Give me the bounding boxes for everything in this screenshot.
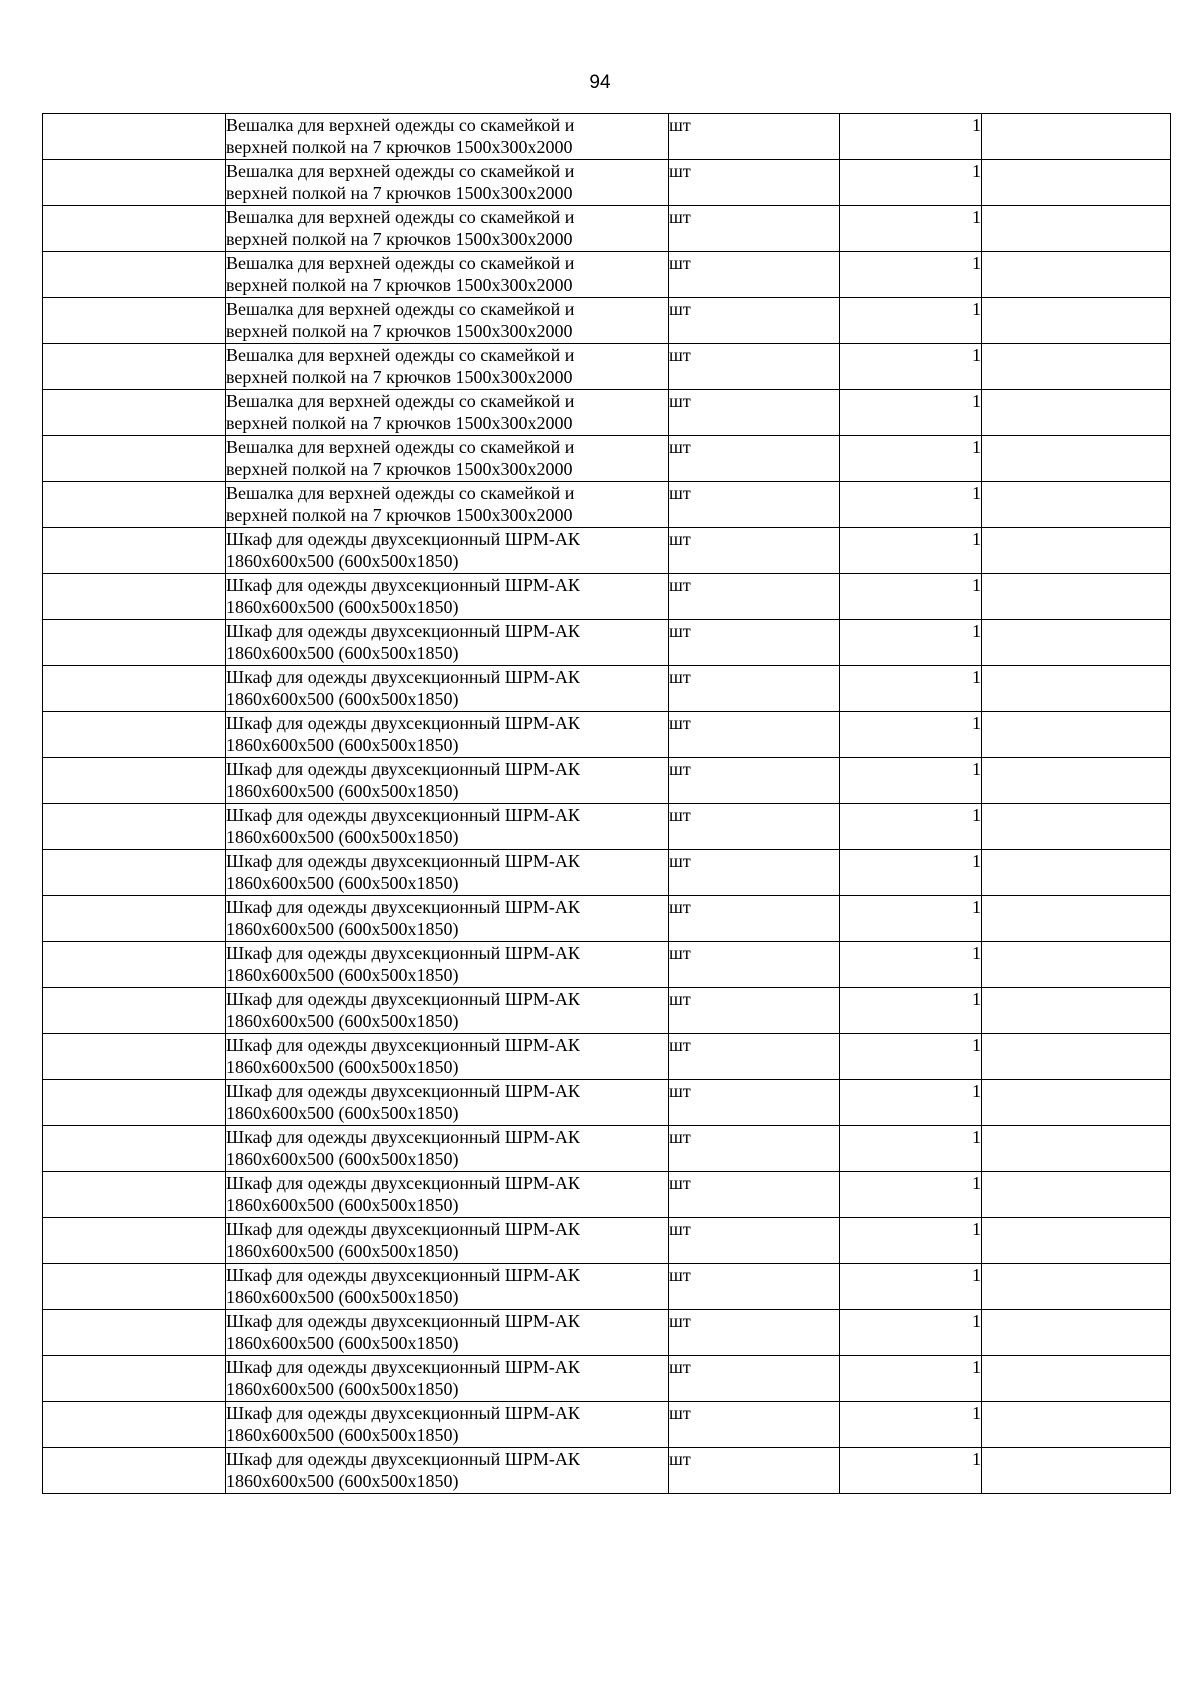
table-row [43, 758, 1171, 804]
unit-cell: шт [669, 620, 840, 666]
item-name-line-1: Шкаф для одежды двухсекционный ШРМ-АК [226, 989, 580, 1009]
unit-cell: шт [669, 1126, 840, 1172]
item-name-line-1: Шкаф для одежды двухсекционный ШРМ-АК [226, 1081, 580, 1101]
item-name-cell [226, 942, 669, 988]
quantity-cell: 1 [840, 850, 982, 896]
quantity-cell: 1 [840, 344, 982, 390]
blank-cell [43, 1264, 226, 1310]
item-name-cell [226, 896, 669, 942]
blank-cell [43, 114, 226, 160]
item-name-cell [226, 1448, 669, 1494]
note-cell [982, 482, 1171, 528]
unit-cell: шт [669, 298, 840, 344]
item-name-line-1: Вешалка для верхней одежды со скамейкой и [226, 299, 575, 319]
blank-cell [43, 482, 226, 528]
item-name-line-2: 1860х600х500 (600х500х1850) [226, 873, 459, 893]
item-name-line-2: 1860х600х500 (600х500х1850) [226, 689, 459, 709]
item-name-line-2: 1860х600х500 (600х500х1850) [226, 1425, 459, 1445]
unit-cell: шт [669, 160, 840, 206]
item-name-line-2: 1860х600х500 (600х500х1850) [226, 1471, 459, 1491]
blank-cell [43, 712, 226, 758]
unit-cell: шт [669, 988, 840, 1034]
table-row [43, 896, 1171, 942]
quantity-cell: 1 [840, 482, 982, 528]
note-cell [982, 1310, 1171, 1356]
item-name-line-1: Вешалка для верхней одежды со скамейкой и [226, 115, 575, 135]
table-row [43, 1264, 1171, 1310]
quantity-cell: 1 [840, 712, 982, 758]
item-name-cell [226, 1264, 669, 1310]
blank-cell [43, 574, 226, 620]
note-cell [982, 758, 1171, 804]
item-name-line-2: 1860х600х500 (600х500х1850) [226, 1103, 459, 1123]
note-cell [982, 804, 1171, 850]
unit-cell: шт [669, 804, 840, 850]
table-row [43, 620, 1171, 666]
item-name-line-1: Шкаф для одежды двухсекционный ШРМ-АК [226, 1403, 580, 1423]
blank-cell [43, 528, 226, 574]
unit-cell: шт [669, 1448, 840, 1494]
item-name-line-2: 1860х600х500 (600х500х1850) [226, 1379, 459, 1399]
unit-cell: шт [669, 1034, 840, 1080]
item-name-line-2: 1860х600х500 (600х500х1850) [226, 1057, 459, 1077]
item-name-cell [226, 482, 669, 528]
item-name-line-1: Шкаф для одежды двухсекционный ШРМ-АК [226, 1219, 580, 1239]
unit-cell: шт [669, 1356, 840, 1402]
item-name-line-1: Вешалка для верхней одежды со скамейкой и [226, 437, 575, 457]
table-row [43, 344, 1171, 390]
item-name-line-1: Шкаф для одежды двухсекционный ШРМ-АК [226, 575, 580, 595]
item-name-cell [226, 206, 669, 252]
note-cell [982, 160, 1171, 206]
item-name-cell [226, 1402, 669, 1448]
blank-cell [43, 1448, 226, 1494]
note-cell [982, 712, 1171, 758]
quantity-cell: 1 [840, 1264, 982, 1310]
quantity-cell: 1 [840, 988, 982, 1034]
unit-cell: шт [669, 114, 840, 160]
unit-cell: шт [669, 896, 840, 942]
page-number: 94 [589, 72, 611, 93]
item-name-line-2: верхней полкой на 7 крючков 1500х300х2000 [226, 321, 573, 341]
item-name-cell [226, 1310, 669, 1356]
item-name-line-2: верхней полкой на 7 крючков 1500х300х2000 [226, 137, 573, 157]
item-name-line-2: 1860х600х500 (600х500х1850) [226, 551, 459, 571]
item-name-line-2: 1860х600х500 (600х500х1850) [226, 1195, 459, 1215]
table-row [43, 988, 1171, 1034]
note-cell [982, 1126, 1171, 1172]
quantity-cell: 1 [840, 1448, 982, 1494]
item-name-line-2: верхней полкой на 7 крючков 1500х300х2000 [226, 459, 573, 479]
table-row [43, 160, 1171, 206]
unit-cell: шт [669, 344, 840, 390]
blank-cell [43, 804, 226, 850]
item-name-line-1: Вешалка для верхней одежды со скамейкой и [226, 483, 575, 503]
item-name-line-2: верхней полкой на 7 крючков 1500х300х2000 [226, 183, 573, 203]
table-row [43, 206, 1171, 252]
item-name-cell [226, 528, 669, 574]
table-row [43, 528, 1171, 574]
table-row [43, 804, 1171, 850]
item-name-cell [226, 436, 669, 482]
unit-cell: шт [669, 252, 840, 298]
unit-cell: шт [669, 1264, 840, 1310]
quantity-cell: 1 [840, 758, 982, 804]
blank-cell [43, 758, 226, 804]
note-cell [982, 988, 1171, 1034]
quantity-cell: 1 [840, 1034, 982, 1080]
item-name-line-1: Шкаф для одежды двухсекционный ШРМ-АК [226, 529, 580, 549]
item-name-line-1: Вешалка для верхней одежды со скамейкой и [226, 253, 575, 273]
item-name-line-2: 1860х600х500 (600х500х1850) [226, 1149, 459, 1169]
note-cell [982, 620, 1171, 666]
unit-cell: шт [669, 712, 840, 758]
table-row [43, 1356, 1171, 1402]
table-row [43, 666, 1171, 712]
item-name-cell [226, 804, 669, 850]
table-row [43, 1172, 1171, 1218]
unit-cell: шт [669, 758, 840, 804]
note-cell [982, 1448, 1171, 1494]
note-cell [982, 436, 1171, 482]
note-cell [982, 206, 1171, 252]
quantity-cell: 1 [840, 896, 982, 942]
note-cell [982, 1080, 1171, 1126]
table-row [43, 942, 1171, 988]
table-row [43, 1310, 1171, 1356]
quantity-cell: 1 [840, 1218, 982, 1264]
item-name-line-1: Шкаф для одежды двухсекционный ШРМ-АК [226, 713, 580, 733]
item-name-cell [226, 114, 669, 160]
note-cell [982, 114, 1171, 160]
table-row [43, 1080, 1171, 1126]
note-cell [982, 390, 1171, 436]
blank-cell [43, 666, 226, 712]
item-name-line-1: Вешалка для верхней одежды со скамейкой и [226, 345, 575, 365]
blank-cell [43, 160, 226, 206]
note-cell [982, 574, 1171, 620]
item-name-line-2: верхней полкой на 7 крючков 1500х300х2000 [226, 505, 573, 525]
item-name-line-2: верхней полкой на 7 крючков 1500х300х2000 [226, 367, 573, 387]
item-name-cell [226, 620, 669, 666]
item-name-cell [226, 160, 669, 206]
item-name-line-1: Шкаф для одежды двухсекционный ШРМ-АК [226, 851, 580, 871]
quantity-cell: 1 [840, 390, 982, 436]
blank-cell [43, 988, 226, 1034]
item-name-line-1: Шкаф для одежды двухсекционный ШРМ-АК [226, 667, 580, 687]
item-name-line-2: 1860х600х500 (600х500х1850) [226, 643, 459, 663]
table-row [43, 1126, 1171, 1172]
item-name-line-1: Шкаф для одежды двухсекционный ШРМ-АК [226, 1357, 580, 1377]
item-name-line-1: Вешалка для верхней одежды со скамейкой и [226, 207, 575, 227]
note-cell [982, 1034, 1171, 1080]
table-row [43, 1034, 1171, 1080]
item-name-line-1: Шкаф для одежды двухсекционный ШРМ-АК [226, 1311, 580, 1331]
item-name-cell [226, 344, 669, 390]
quantity-cell: 1 [840, 160, 982, 206]
note-cell [982, 1402, 1171, 1448]
unit-cell: шт [669, 528, 840, 574]
note-cell [982, 942, 1171, 988]
table-body [43, 114, 1171, 1494]
blank-cell [43, 1126, 226, 1172]
unit-cell: шт [669, 1080, 840, 1126]
item-name-cell [226, 850, 669, 896]
item-name-line-2: 1860х600х500 (600х500х1850) [226, 781, 459, 801]
blank-cell [43, 1356, 226, 1402]
table-row [43, 850, 1171, 896]
item-name-cell [226, 390, 669, 436]
blank-cell [43, 390, 226, 436]
item-name-line-2: 1860х600х500 (600х500х1850) [226, 1011, 459, 1031]
item-name-cell [226, 712, 669, 758]
table-row [43, 1448, 1171, 1494]
quantity-cell: 1 [840, 528, 982, 574]
item-name-line-1: Шкаф для одежды двухсекционный ШРМ-АК [226, 1173, 580, 1193]
item-name-line-1: Шкаф для одежды двухсекционный ШРМ-АК [226, 897, 580, 917]
note-cell [982, 528, 1171, 574]
unit-cell: шт [669, 436, 840, 482]
item-name-cell [226, 1080, 669, 1126]
item-name-line-1: Шкаф для одежды двухсекционный ШРМ-АК [226, 621, 580, 641]
blank-cell [43, 206, 226, 252]
item-name-line-1: Шкаф для одежды двухсекционный ШРМ-АК [226, 943, 580, 963]
note-cell [982, 298, 1171, 344]
table-row [43, 390, 1171, 436]
item-name-cell [226, 1126, 669, 1172]
table-row [43, 482, 1171, 528]
item-name-cell [226, 1034, 669, 1080]
note-cell [982, 1356, 1171, 1402]
blank-cell [43, 620, 226, 666]
blank-cell [43, 1172, 226, 1218]
note-cell [982, 1218, 1171, 1264]
blank-cell [43, 1402, 226, 1448]
quantity-cell: 1 [840, 436, 982, 482]
item-name-line-1: Шкаф для одежды двухсекционный ШРМ-АК [226, 1265, 580, 1285]
unit-cell: шт [669, 942, 840, 988]
item-name-cell [226, 666, 669, 712]
item-name-line-1: Шкаф для одежды двухсекционный ШРМ-АК [226, 805, 580, 825]
blank-cell [43, 1218, 226, 1264]
quantity-cell: 1 [840, 1126, 982, 1172]
item-name-line-2: 1860х600х500 (600х500х1850) [226, 1287, 459, 1307]
item-name-cell [226, 1172, 669, 1218]
quantity-cell: 1 [840, 1402, 982, 1448]
table-row [43, 114, 1171, 160]
note-cell [982, 850, 1171, 896]
item-name-line-1: Шкаф для одежды двухсекционный ШРМ-АК [226, 1127, 580, 1147]
note-cell [982, 666, 1171, 712]
table-row [43, 1402, 1171, 1448]
item-name-line-1: Шкаф для одежды двухсекционный ШРМ-АК [226, 759, 580, 779]
table-row [43, 712, 1171, 758]
quantity-cell: 1 [840, 574, 982, 620]
unit-cell: шт [669, 482, 840, 528]
item-name-line-1: Шкаф для одежды двухсекционный ШРМ-АК [226, 1035, 580, 1055]
unit-cell: шт [669, 1402, 840, 1448]
item-name-line-1: Вешалка для верхней одежды со скамейкой и [226, 161, 575, 181]
unit-cell: шт [669, 1172, 840, 1218]
quantity-cell: 1 [840, 252, 982, 298]
item-name-cell [226, 1356, 669, 1402]
inventory-table [42, 113, 1171, 1494]
unit-cell: шт [669, 1218, 840, 1264]
blank-cell [43, 850, 226, 896]
quantity-cell: 1 [840, 1080, 982, 1126]
quantity-cell: 1 [840, 206, 982, 252]
unit-cell: шт [669, 1310, 840, 1356]
item-name-line-1: Шкаф для одежды двухсекционный ШРМ-АК [226, 1449, 580, 1469]
item-name-cell [226, 988, 669, 1034]
table-row [43, 1218, 1171, 1264]
blank-cell [43, 1080, 226, 1126]
item-name-cell [226, 574, 669, 620]
item-name-cell [226, 758, 669, 804]
item-name-line-2: 1860х600х500 (600х500х1850) [226, 919, 459, 939]
blank-cell [43, 896, 226, 942]
item-name-line-2: 1860х600х500 (600х500х1850) [226, 827, 459, 847]
item-name-line-2: 1860х600х500 (600х500х1850) [226, 597, 459, 617]
table-row [43, 252, 1171, 298]
item-name-line-2: 1860х600х500 (600х500х1850) [226, 1241, 459, 1261]
blank-cell [43, 1034, 226, 1080]
quantity-cell: 1 [840, 1172, 982, 1218]
item-name-line-2: верхней полкой на 7 крючков 1500х300х2000 [226, 413, 573, 433]
quantity-cell: 1 [840, 620, 982, 666]
table-row [43, 574, 1171, 620]
quantity-cell: 1 [840, 804, 982, 850]
note-cell [982, 1172, 1171, 1218]
item-name-line-2: 1860х600х500 (600х500х1850) [226, 735, 459, 755]
quantity-cell: 1 [840, 114, 982, 160]
unit-cell: шт [669, 206, 840, 252]
blank-cell [43, 252, 226, 298]
note-cell [982, 1264, 1171, 1310]
note-cell [982, 252, 1171, 298]
blank-cell [43, 1310, 226, 1356]
blank-cell [43, 298, 226, 344]
table-row [43, 436, 1171, 482]
quantity-cell: 1 [840, 1356, 982, 1402]
quantity-cell: 1 [840, 666, 982, 712]
quantity-cell: 1 [840, 1310, 982, 1356]
item-name-line-2: 1860х600х500 (600х500х1850) [226, 965, 459, 985]
item-name-cell [226, 1218, 669, 1264]
blank-cell [43, 344, 226, 390]
blank-cell [43, 436, 226, 482]
unit-cell: шт [669, 666, 840, 712]
item-name-line-2: 1860х600х500 (600х500х1850) [226, 1333, 459, 1353]
blank-cell [43, 942, 226, 988]
table-row [43, 298, 1171, 344]
item-name-cell [226, 298, 669, 344]
unit-cell: шт [669, 390, 840, 436]
item-name-line-2: верхней полкой на 7 крючков 1500х300х2000 [226, 229, 573, 249]
note-cell [982, 896, 1171, 942]
quantity-cell: 1 [840, 942, 982, 988]
unit-cell: шт [669, 574, 840, 620]
item-name-cell [226, 252, 669, 298]
unit-cell: шт [669, 850, 840, 896]
item-name-line-2: верхней полкой на 7 крючков 1500х300х2000 [226, 275, 573, 295]
note-cell [982, 344, 1171, 390]
item-name-line-1: Вешалка для верхней одежды со скамейкой и [226, 391, 575, 411]
quantity-cell: 1 [840, 298, 982, 344]
